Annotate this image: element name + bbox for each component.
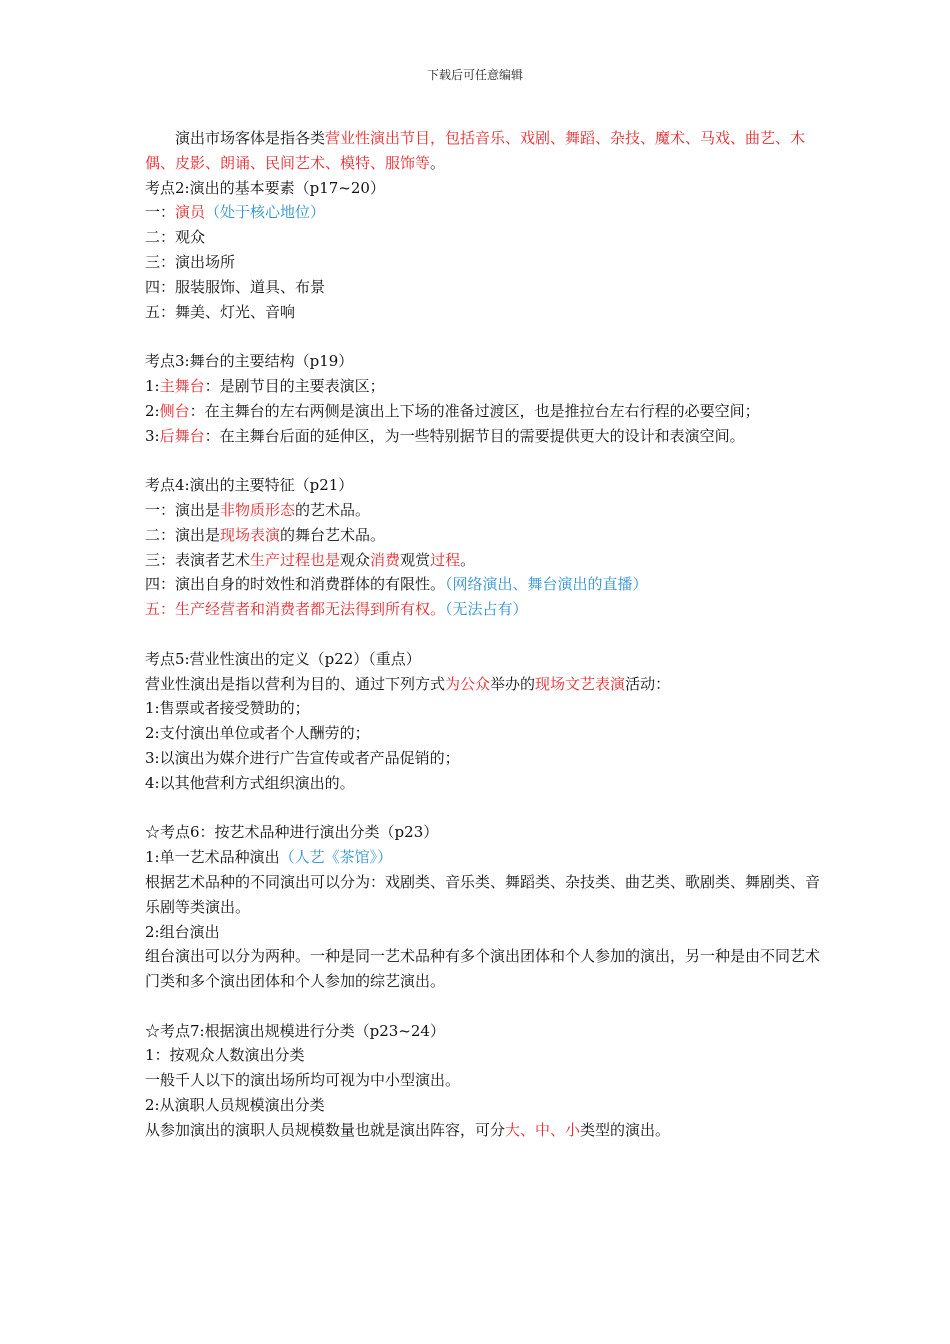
paragraph: 从参加演出的演职人员规模数量也就是演出阵容，可分大、中、小类型的演出。 [145, 1120, 671, 1139]
section-title: 考点5:营业性演出的定义（p22）（重点） [145, 649, 421, 668]
spacer [145, 796, 825, 821]
list-item: 二：演出是现场表演的舞台艺术品。 [145, 525, 386, 544]
section-title: 考点4:演出的主要特征（p21） [145, 476, 354, 495]
list-item: 四：演出自身的时效性和消费群体的有限性。（网络演出、舞台演出的直播） [145, 575, 648, 594]
list-item: 2:从演职人员规模演出分类 [145, 1096, 325, 1115]
list-item: 4:以其他营利方式组织演出的。 [145, 773, 355, 792]
document-body [145, 126, 825, 1143]
spacer [145, 448, 825, 473]
definition: 营业性演出是指以营利为目的、通过下列方式为公众举办的现场文艺表演活动： [145, 674, 671, 693]
list-item: 五：舞美、灯光、音响 [145, 302, 296, 321]
list-item: 1:售票或者接受赞助的； [145, 699, 310, 718]
paragraph: 根据艺术品种的不同演出可以分为：戏剧类、音乐类、舞蹈类、杂技类、曲艺类、歌剧类、舞剧类、音乐剧等类演出。 [145, 872, 821, 916]
list-item: 二：观众 [145, 228, 206, 247]
page-header: 下载后可任意编辑 [426, 68, 523, 82]
list-item: 2:支付演出单位或者个人酬劳的； [145, 724, 370, 743]
list-item: 3:后舞台：在主舞台后面的延伸区，为一些特别据节目的需要提供更大的设计和表演空间。 [145, 426, 745, 445]
paragraph: 一般千人以下的演出场所均可视为中小型演出。 [145, 1071, 461, 1090]
spacer [145, 994, 825, 1019]
list-item: 一：演员（处于核心地位） [145, 203, 326, 222]
list-item: 3:以演出为媒介进行广告宣传或者产品促销的； [145, 748, 460, 767]
section-title: 考点3:舞台的主要结构（p19） [145, 352, 354, 371]
list-item: 一：演出是非物质形态的艺术品。 [145, 500, 371, 519]
list-item: 1:主舞台：是剧节目的主要表演区； [145, 376, 385, 395]
spacer [145, 622, 825, 647]
list-item: 2:组台演出 [145, 922, 220, 941]
list-item: 五：生产经营者和消费者都无法得到所有权。（无法占有） [145, 600, 528, 619]
section-title: ☆考点6：按艺术品种进行演出分类（p23） [145, 823, 439, 842]
intro-paragraph: 演出市场客体是指各类营业性演出节目，包括音乐、戏剧、舞蹈、杂技、魔术、马戏、曲艺、木偶、皮影、朗诵、民间艺术、模特、服饰等。 [145, 129, 806, 172]
section-title: 考点2:演出的基本要素（p17~20） [145, 178, 385, 197]
list-item: 三：表演者艺术生产过程也是观众消费观赏过程。 [145, 550, 476, 569]
list-item: 三：演出场所 [145, 252, 236, 271]
list-item: 1：按观众人数演出分类 [145, 1046, 305, 1065]
paragraph: 组台演出可以分为两种。一种是同一艺术品种有多个演出团体和个人参加的演出，另一种是由不同艺术门类和多个演出团体和个人参加的综艺演出。 [145, 947, 821, 991]
list-item: 2:侧台：在主舞台的左右两侧是演出上下场的准备过渡区，也是推拉台左右行程的必要空间； [145, 401, 760, 420]
list-item: 1:单一艺术品种演出（人艺《茶馆》） [145, 848, 393, 867]
list-item: 四：服装服饰、道具、布景 [145, 277, 326, 296]
spacer [145, 324, 825, 349]
section-title: ☆考点7:根据演出规模进行分类（p23~24） [145, 1021, 445, 1040]
